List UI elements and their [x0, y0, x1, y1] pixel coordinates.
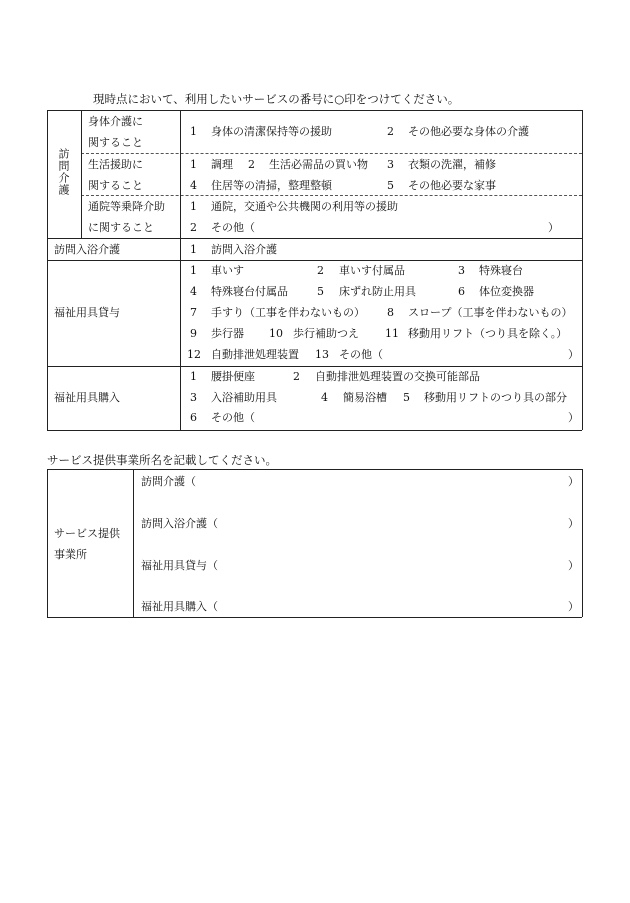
provider-fukushi-konyu-input[interactable]: ）	[568, 600, 579, 613]
option-number[interactable]: 9	[190, 327, 197, 340]
fukushi-konyu-label: 福祉用具購入	[54, 391, 120, 404]
option-number[interactable]: 2	[387, 125, 394, 138]
provider-fukushi-konyu-label: 福祉用具購入（	[141, 600, 218, 613]
close-paren: ）	[568, 411, 579, 424]
option-label: 衣類の洗濯，補修	[408, 158, 496, 171]
shintai-kaigo-label-2: 関すること	[88, 136, 143, 149]
close-paren: ）	[568, 348, 579, 361]
option-label: その他（	[339, 348, 383, 361]
option-label: 車いす付属品	[339, 264, 405, 277]
option-number[interactable]: 4	[190, 285, 197, 298]
option-label: 生活必需品の買い物	[269, 158, 368, 171]
option-number[interactable]: 3	[190, 391, 197, 404]
option-label: 特殊寝台付属品	[211, 285, 288, 298]
option-number[interactable]: 10	[269, 327, 283, 340]
seikatsu-enjo-label-2: 関すること	[88, 179, 143, 192]
option-label: その他（	[211, 221, 255, 234]
option-number[interactable]: 1	[190, 370, 197, 383]
section2-heading: サービス提供事業所名を記載してください。	[47, 453, 277, 467]
option-label: 身体の清潔保持等の援助	[211, 125, 332, 138]
option-label: 特殊寝台	[479, 264, 523, 277]
option-number[interactable]: 13	[315, 348, 329, 361]
option-number[interactable]: 3	[387, 158, 394, 171]
option-label: 歩行器	[211, 327, 244, 340]
option-label: 歩行補助つえ	[293, 327, 359, 340]
option-label: 移動用リフトのつり具の部分	[424, 391, 567, 404]
option-number[interactable]: 2	[293, 370, 300, 383]
option-label: 住居等の清掃，整理整頓	[211, 179, 332, 192]
option-label: 自動排泄処理装置	[211, 348, 299, 361]
option-number[interactable]: 2	[317, 264, 324, 277]
option-label: その他必要な身体の介護	[408, 125, 529, 138]
shintai-kaigo-label-1: 身体介護に	[88, 115, 143, 128]
provider-houmon-kaigo-input[interactable]: ）	[568, 475, 579, 488]
option-label: 床ずれ防止用具	[339, 285, 416, 298]
option-label: 自動排泄処理装置の交換可能部品	[315, 370, 480, 383]
option-label: その他（	[211, 411, 255, 424]
provider-houmon-kaigo-label: 訪問介護（	[141, 475, 196, 488]
option-number[interactable]: 4	[190, 179, 197, 192]
provider-label-2: 事業所	[54, 548, 87, 561]
option-label: その他必要な家事	[408, 179, 496, 192]
provider-label-1: サービス提供	[54, 527, 120, 540]
option-label: 車いす	[211, 264, 244, 277]
option-number[interactable]: 12	[187, 348, 201, 361]
option-number[interactable]: 1	[190, 264, 197, 277]
option-number[interactable]: 7	[190, 306, 197, 319]
option-number[interactable]: 5	[403, 391, 410, 404]
option-label: 移動用リフト（つり具を除く。）	[408, 327, 568, 340]
houmon-nyuyoku-label: 訪問入浴介護	[54, 243, 120, 256]
option-label: 訪問入浴介護	[211, 243, 277, 256]
option-label: 通院，交通や公共機関の利用等の援助	[211, 200, 398, 213]
option-number[interactable]: 1	[190, 243, 197, 256]
provider-houmon-nyuyoku-input[interactable]: ）	[568, 517, 579, 530]
tsuin-label-1: 通院等乗降介助	[88, 200, 165, 213]
option-number[interactable]: 1	[190, 200, 197, 213]
option-number[interactable]: 1	[190, 158, 197, 171]
option-number[interactable]: 2	[190, 221, 197, 234]
option-number[interactable]: 6	[458, 285, 465, 298]
option-number[interactable]: 5	[317, 285, 324, 298]
option-label: 手すり（工事を伴わないもの）	[211, 306, 365, 319]
option-number[interactable]: 3	[458, 264, 465, 277]
houmon-kaigo-label: 訪問介護	[57, 148, 70, 196]
close-paren: ）	[548, 221, 559, 234]
option-label: 調理	[211, 158, 233, 171]
option-number[interactable]: 8	[387, 306, 394, 319]
provider-houmon-nyuyoku-label: 訪問入浴介護（	[141, 517, 218, 530]
provider-fukushi-taiyo-input[interactable]: ）	[568, 559, 579, 572]
option-label: 簡易浴槽	[343, 391, 387, 404]
option-label: 入浴補助用具	[211, 391, 277, 404]
provider-fukushi-taiyo-label: 福祉用具貸与（	[141, 559, 218, 572]
option-number[interactable]: 1	[190, 125, 197, 138]
option-label: 体位変換器	[479, 285, 534, 298]
option-number[interactable]: 5	[387, 179, 394, 192]
fukushi-taiyo-label: 福祉用具貸与	[54, 306, 120, 319]
option-label: スロープ（工事を伴わないもの）	[408, 306, 573, 319]
option-number[interactable]: 6	[190, 411, 197, 424]
option-number[interactable]: 4	[321, 391, 328, 404]
option-number[interactable]: 11	[385, 327, 399, 340]
option-label: 腰掛便座	[211, 370, 255, 383]
tsuin-label-2: に関すること	[88, 221, 154, 234]
seikatsu-enjo-label-1: 生活援助に	[88, 158, 143, 171]
option-number[interactable]: 2	[248, 158, 255, 171]
instruction-text: 現時点において、利用したいサービスの番号に○印をつけてください。	[93, 92, 460, 106]
